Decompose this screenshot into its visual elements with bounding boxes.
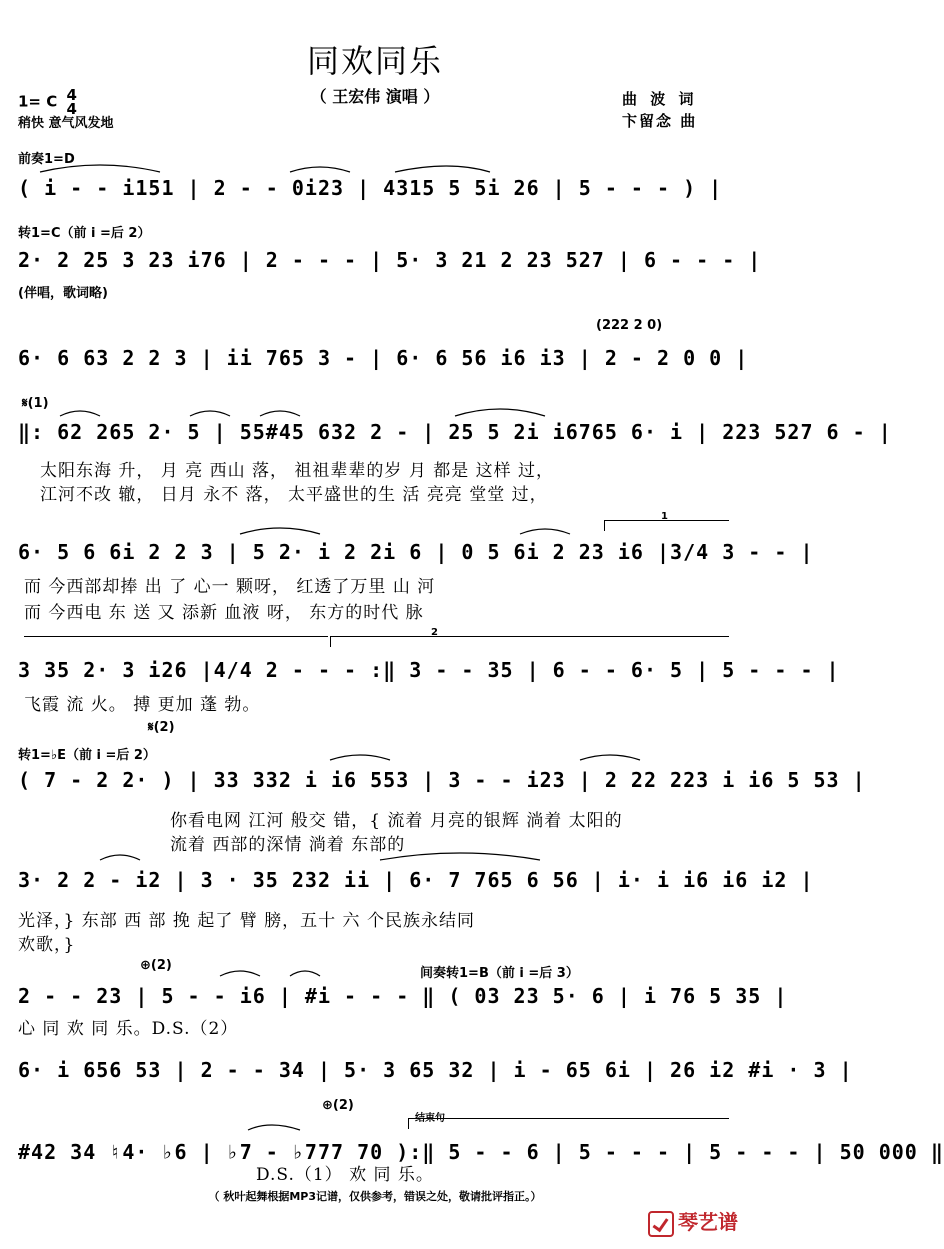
- lyrics-line-4a: 太阳东海 升， 月 亮 西山 落， 祖祖辈辈的岁 月 都是 这样 过，: [40, 461, 555, 481]
- notation-line-9: 2 - - 23 | 5 - - i6 | #i - - - ‖ ( 03 23 5· 6 | i 76 5 35 |: [18, 984, 788, 1008]
- lyricist-credit: 曲 波 词: [622, 90, 698, 108]
- notation-line-2: 2· 2 25 3 23 i76 | 2 - - - | 5· 3 21 2 23 527 | 6 - - - |: [18, 248, 762, 272]
- interlude-key-label: 间奏转1=B（前 i =后 3）: [420, 966, 579, 981]
- time-top: 4: [66, 86, 77, 104]
- notation-line-3: 6· 6 63 2 2 3 | ii 765 3 - | 6· 6 56 i6 i3 | 2 - 2 0 0 |: [18, 346, 749, 370]
- notation-line-8: 3· 2 2 - i2 | 3 · 35 232 ii | 6· 7 765 6 56 | i· i i6 i6 i2 |: [18, 868, 814, 892]
- lyrics-line-2a: (伴唱，歌词略): [18, 286, 108, 301]
- lyrics-line-7b: 流着 西部的深情 淌着 东部的: [170, 835, 406, 855]
- lyrics-line-5a: 而 今西部却捧 出 了 心一 颗呀， 红透了万里 山 河: [24, 577, 436, 597]
- line-label-1: 前奏1=D: [18, 152, 75, 167]
- lyrics-line-4b: 江河不改 辙， 日月 永不 落， 太平盛世的生 活 亮亮 堂堂 过，: [40, 485, 548, 505]
- composer-credit: 卞留念 曲: [622, 112, 698, 130]
- line-label-2: 转1=C（前 i =后 2）: [18, 226, 151, 241]
- volta-bracket-1: 1: [604, 520, 729, 531]
- lyrics-line-11a: D.S.（1） 欢 同 乐。: [256, 1165, 434, 1185]
- line-label-3: (222 2 0): [596, 318, 663, 333]
- notation-line-11: #42 34 ♮4· ♭6 | ♭7 - ♭777 70 ):‖ 5 - - 6 | 5 - - - | 5 - - - | 50 000 ‖: [18, 1140, 944, 1164]
- notation-line-5: 6· 5 6 6i 2 2 3 | 5 2· i 2 2i 6 | 0 5 6i 2 23 i6 |3/4 3 - - |: [18, 540, 814, 564]
- lyrics-line-8b: 欢歌，}: [18, 935, 76, 955]
- lyrics-line-6a: 飞霞 流 火。 搏 更加 蓬 勃。: [24, 695, 261, 715]
- volta-bracket-2: 2: [330, 636, 729, 647]
- notation-line-6: 3 35 2· 3 i26 |4/4 2 - - - :‖ 3 - - 35 | 6 - - 6· 5 | 5 - - - |: [18, 658, 840, 682]
- site-logo: [648, 1206, 738, 1237]
- logo-text: 琴艺谱: [678, 1210, 738, 1234]
- time-bottom: 4: [66, 100, 77, 118]
- key-text: 1= C: [18, 92, 58, 111]
- lyrics-line-8a: 光泽，} 东部 西 部 挽 起了 臂 膀，五十 六 个民族永结同: [18, 911, 475, 931]
- logo-mark-icon: [648, 1211, 674, 1237]
- ending-label: 结束句: [415, 1113, 445, 1124]
- song-title: 同欢同乐: [306, 42, 443, 80]
- lyrics-line-7a: 你看电网 江河 般交 错，{ 流着 月亮的银辉 淌着 太阳的: [170, 811, 623, 831]
- lyrics-line-9a: 心 同 欢 同 乐。D.S.（2）: [18, 1019, 239, 1039]
- line-label-7: 转1=♭E（前 i =后 2）: [18, 748, 156, 763]
- notation-line-4: ‖: 62 265 2· 5 | 55#45 632 2 - | 25 5 2i i6765 6· i | 223 527 6 - |: [18, 420, 892, 444]
- transcription-note: （ 秋叶起舞根据MP3记谱，仅供参考，错误之处，敬请批评指正。）: [208, 1190, 542, 1203]
- coda-mark-1: ⊕(2): [140, 958, 172, 973]
- notation-line-7: ( 7 - 2 2· ) | 33 332 i i6 553 | 3 - - i23 | 2 22 223 i i6 5 53 |: [18, 768, 866, 792]
- coda-mark-2: ⊕(2): [322, 1098, 354, 1113]
- ending-bracket: [408, 1113, 729, 1129]
- segno-1: 𝄋(1): [22, 396, 49, 411]
- volta-bracket-1b: [24, 636, 328, 647]
- tempo-marking: 稍快 意气风发地: [18, 116, 114, 131]
- notation-line-10: 6· i 656 53 | 2 - - 34 | 5· 3 65 32 | i - 65 6i | 26 i2 #i · 3 |: [18, 1058, 853, 1082]
- lyrics-line-5b: 而 今西电 东 送 又 添新 血液 呀， 东方的时代 脉: [24, 603, 424, 623]
- segno-2: 𝄋(2): [148, 720, 175, 735]
- notation-line-1: ( i - - i151 | 2 - - 0i23 | 4315 5 5i 26 | 5 - - - ) |: [18, 176, 723, 200]
- singer-credit: （ 王宏伟 演唱 ）: [310, 87, 440, 106]
